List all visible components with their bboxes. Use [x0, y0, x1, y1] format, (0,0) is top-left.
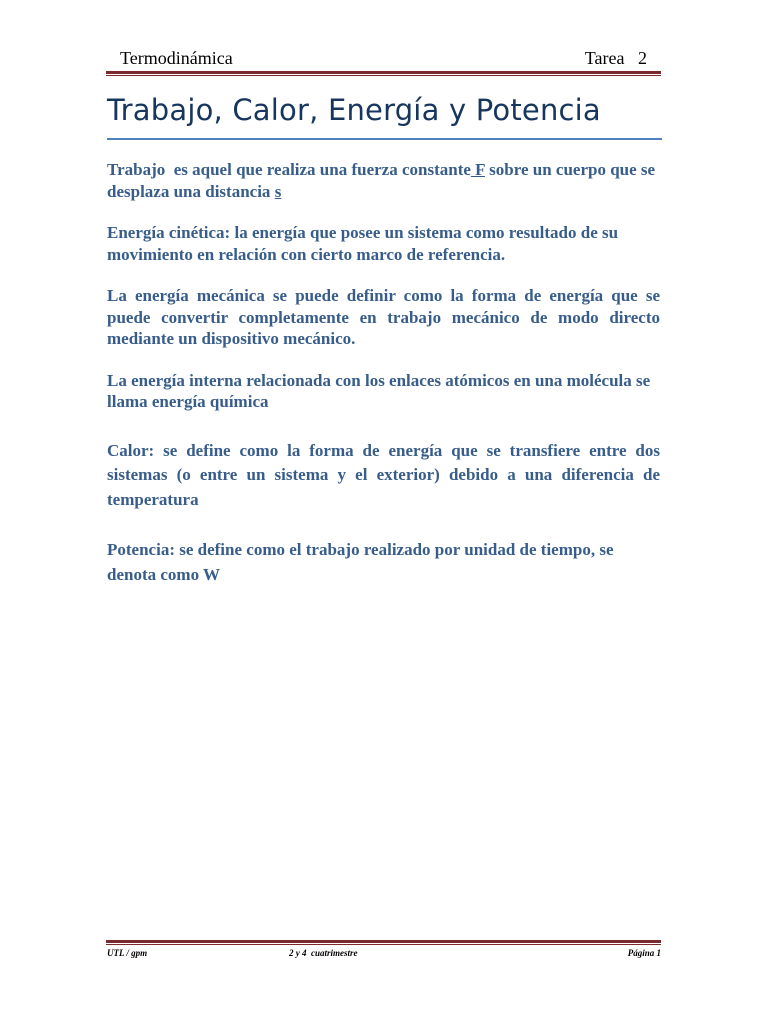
distance-symbol: s	[274, 181, 282, 201]
footer-page-number: Página 1	[627, 948, 661, 958]
paragraph-energia-interna: La energía interna relacionada con los enlaces atómicos en una molécula se llama energía química	[107, 370, 651, 411]
paragraph-energia-mecanica: La energía mecánica se puede definir como la forma de energía que se puede convertir completamente en trabajo mecánico de modo directo mediante un dispositivo mecánico.	[107, 286, 660, 348]
trabajo-text-middle: sobre un cuerpo que se desplaza una distancia	[107, 160, 656, 201]
paragraph-energia-cinetica: Energía cinética: la energía que posee un sistema como resultado de su movimiento en relación con cierto marco de referencia.	[107, 223, 619, 264]
paragraph-calor: Calor: se define como la forma de energía que se transfiere entre dos sistemas (o entre un sistema y el exterior) debido a una diferencia de temperatura	[107, 440, 660, 509]
paragraph-potencia: Potencia: se define como el trabajo realizado por unidad de tiempo, se denota como W	[107, 540, 614, 584]
header-rule-thin	[106, 75, 661, 76]
force-symbol: F	[470, 160, 485, 179]
document-body	[107, 159, 660, 587]
footer-rule-thick	[106, 940, 661, 943]
page-header	[106, 48, 661, 69]
footer-author: UTL / gpm	[107, 948, 148, 958]
footer-rule-thin	[106, 944, 661, 945]
header-rule-thick	[106, 71, 661, 74]
trabajo-text-start: Trabajo es aquel que realiza una fuerza constante	[107, 160, 471, 179]
page-title: Trabajo, Calor, Energía y Potencia	[107, 93, 601, 127]
footer-term: 2 y 4 cuatrimestre	[289, 948, 358, 958]
header-assignment-label: Tarea 2	[584, 48, 647, 68]
title-underline	[107, 138, 662, 140]
paragraph-trabajo	[107, 159, 660, 202]
header-course-title: Termodinámica	[120, 48, 233, 68]
